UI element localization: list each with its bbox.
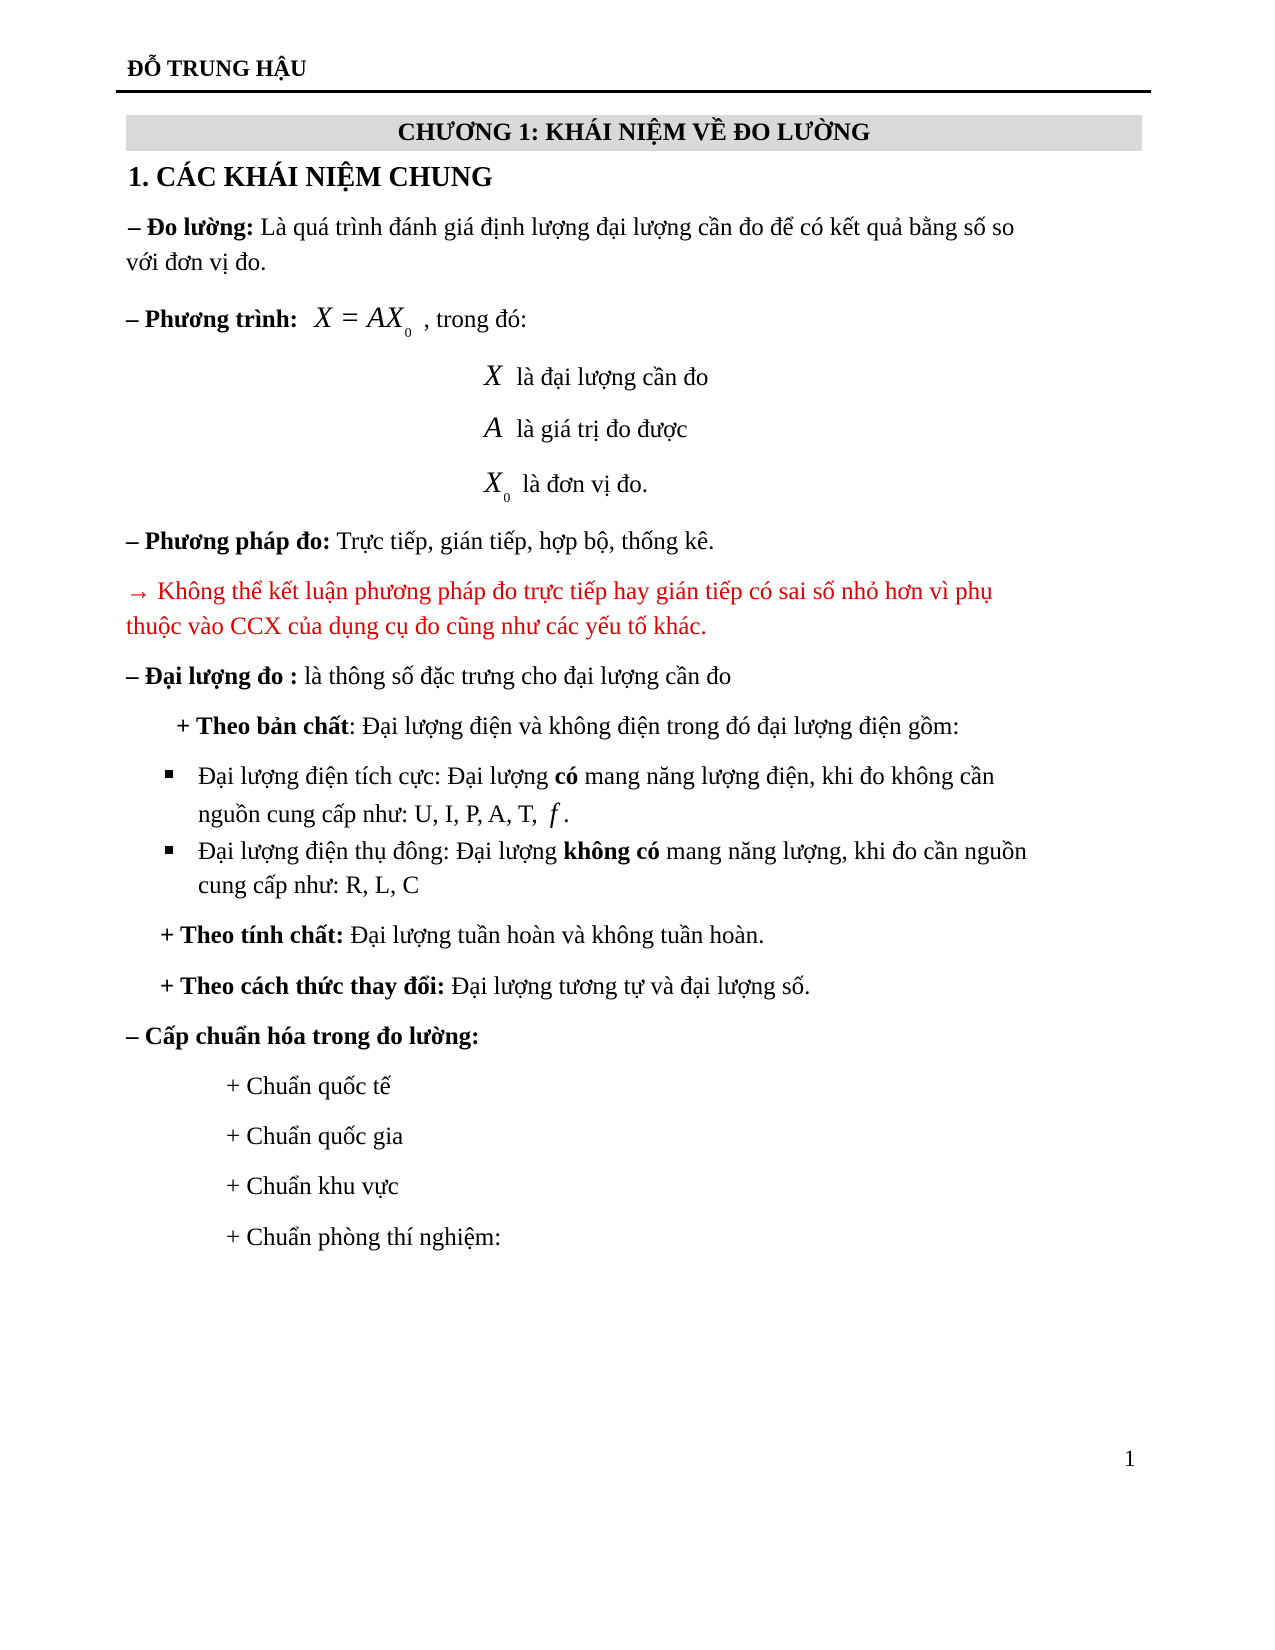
bullet-marker (165, 770, 173, 778)
bullet1-f-symbol: f (549, 798, 558, 828)
bullet2-line1 (198, 834, 1027, 870)
class-ban-chat (176, 709, 959, 745)
phuong-phap-label: – Phương pháp đo: (126, 528, 331, 555)
bullet1-end: . (563, 801, 570, 828)
bullet1-line2-text: nguồn cung cấp như: U, I, P, A, T, (198, 801, 538, 828)
definition-do-luong-line2: với đơn vị đo. (126, 249, 267, 276)
equation: X = AX (313, 301, 404, 334)
bullet-marker (165, 846, 173, 854)
bullet1-text-a: Đại lượng điện tích cực: Đại lượng (198, 763, 555, 790)
chapter-title: CHƯƠNG 1: KHÁI NIỆM VỀ ĐO LƯỜNG (126, 115, 1142, 151)
bullet1-line1 (198, 759, 995, 795)
bullet2-bold: không có (563, 838, 660, 865)
standard-item: + Chuẩn quốc gia (226, 1123, 404, 1150)
bullet2-text-b: mang năng lượng, khi đo cần nguồn (659, 838, 1027, 865)
do-luong-text: Là quá trình đánh giá định lượng đại lượng cần đo để có kết quả bằng số so (254, 214, 1015, 241)
equation-subscript: 0 (404, 326, 412, 341)
ban-chat-text: : Đại lượng điện và không điện trong đó đại lượng điện gồm: (348, 713, 960, 740)
tinh-chat-label: + Theo tính chất: (160, 922, 344, 949)
tinh-chat-text: Đại lượng tuần hoàn và không tuần hoàn. (343, 922, 765, 949)
var-x0-text: là đơn vị đo. (522, 471, 649, 498)
standard-item: + Chuẩn phòng thí nghiệm: (226, 1224, 502, 1251)
cach-thuc-text: Đại lượng tương tự và đại lượng số. (445, 973, 811, 1000)
phuong-trinh-label: – Phương trình: (126, 306, 298, 333)
standard-item: + Chuẩn quốc tế (226, 1073, 391, 1100)
bullet1-line2 (198, 795, 569, 833)
definition-phuong-trinh (126, 300, 527, 342)
phuong-phap-text: Trực tiếp, gián tiếp, hợp bộ, thống kê. (330, 528, 715, 555)
definition-dai-luong (126, 659, 731, 695)
definition-phuong-phap (126, 524, 714, 560)
section-heading: 1. CÁC KHÁI NIỆM CHUNG (128, 162, 493, 193)
cach-thuc-label: + Theo cách thức thay đổi: (160, 973, 446, 1000)
header-rule (116, 90, 1151, 93)
var-x-symbol: X (484, 359, 503, 392)
bullet2-line2: cung cấp như: R, L, C (198, 872, 420, 899)
ban-chat-label: + Theo bản chất (176, 713, 349, 740)
var-x0-subscript: 0 (503, 491, 511, 506)
note-line2: thuộc vào CCX của dụng cụ đo cũng như các yếu tố khác. (126, 613, 707, 640)
standard-item: + Chuẩn khu vực (226, 1173, 399, 1200)
dai-luong-label: – Đại lượng đo : (126, 663, 298, 690)
definition-do-luong-line1 (128, 210, 1014, 246)
note-line1: → Không thể kết luận phương pháp đo trực tiếp hay gián tiếp có sai số nhỏ hơn vì phụ (126, 578, 993, 605)
variable-x (484, 358, 708, 396)
bullet1-bold: có (554, 763, 579, 790)
var-a-symbol: A (484, 411, 503, 444)
equation-suffix: , trong đó: (423, 306, 528, 333)
dai-luong-text: là thông số đặc trưng cho đại lượng cần đo (297, 663, 732, 690)
var-x0-symbol: X (484, 466, 503, 499)
class-cach-thuc (160, 969, 810, 1005)
standards-label: – Cấp chuẩn hóa trong đo lường: (126, 1023, 480, 1050)
bullet2-text-a: Đại lượng điện thụ đông: Đại lượng (198, 838, 564, 865)
do-luong-label: – Đo lường: (128, 214, 255, 241)
author-header: ĐỖ TRUNG HẬU (127, 56, 307, 81)
var-a-text: là giá trị đo được (516, 416, 688, 443)
page-number: 1 (1124, 1446, 1136, 1471)
class-tinh-chat (160, 918, 764, 954)
variable-x0 (484, 465, 648, 507)
variable-a (484, 410, 688, 448)
var-x-text: là đại lượng cần đo (516, 364, 709, 391)
bullet1-text-b: mang năng lượng điện, khi đo không cần (578, 763, 995, 790)
